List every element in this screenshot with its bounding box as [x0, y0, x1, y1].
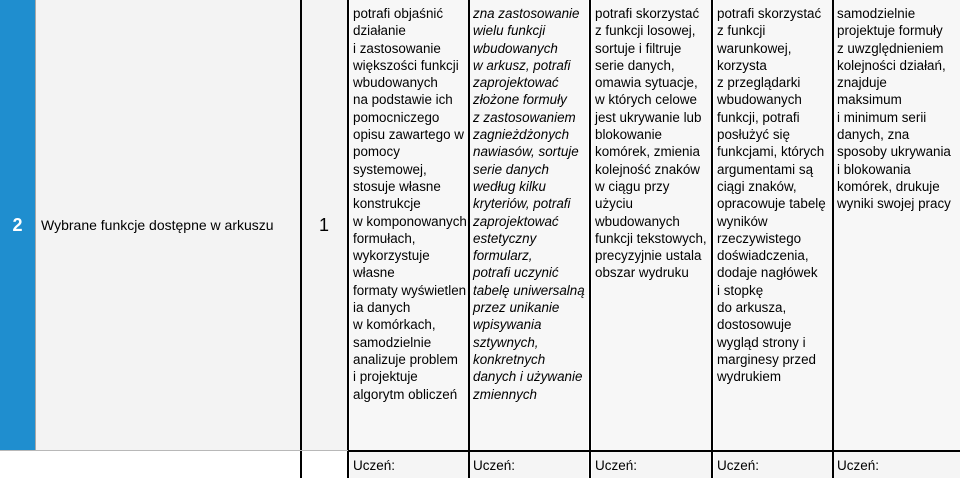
requirement-text-line: marginesy przed: [717, 351, 816, 367]
requirement-text-line: działanie: [353, 23, 406, 39]
requirement-text-line: opisu zawartego w: [353, 127, 464, 143]
grid-line: [468, 0, 470, 478]
requirement-text-line: potrafi objaśnić: [353, 6, 444, 21]
requirement-text-line: danych i używanie: [473, 369, 583, 385]
requirement-text-line: wyników: [717, 213, 768, 229]
footer-divider-left: [0, 450, 348, 451]
requirements-column-1: [350, 0, 468, 450]
requirement-text-line: samodzielnie: [837, 6, 916, 21]
requirement-text-line: sztywnych,: [473, 334, 539, 350]
requirement-text-line: precyzyjnie ustala: [595, 248, 702, 264]
requirement-text-line: z przeglądarki: [717, 75, 801, 91]
requirement-text-line: w których celowe: [595, 92, 697, 108]
grid-line: [832, 0, 834, 478]
requirement-text-line: omawia sytuacje,: [595, 75, 698, 91]
requirements-column-2: [470, 0, 588, 450]
requirement-text-line: warunkowej,: [717, 40, 792, 56]
requirement-text-line: komórek, drukuje: [837, 178, 940, 194]
requirement-text-line: w komórkach,: [353, 317, 436, 333]
requirement-text-line: złożone formuły: [473, 92, 567, 108]
grid-line: [35, 0, 36, 450]
requirement-text-line: zaprojektować: [473, 75, 559, 91]
requirement-text-line: i stopkę: [717, 282, 764, 298]
requirement-text-line: pomocniczego: [353, 109, 440, 125]
grid-line: [711, 0, 713, 478]
requirement-text-line: i zastosowanie: [353, 40, 441, 56]
requirement-text-line: wbudowanych: [353, 75, 438, 91]
requirement-text-line: konstrukcje: [353, 196, 421, 212]
requirement-text-line: z zastosowaniem: [473, 109, 576, 125]
requirement-text-line: w ciągu przy: [595, 178, 670, 194]
grid-line: [300, 0, 302, 478]
requirement-text-line: samodzielnie: [353, 334, 432, 350]
requirement-text-line: formularz,: [473, 248, 533, 264]
requirement-text-line: wygląd strony i: [717, 334, 806, 350]
requirement-text-line: według kilku: [473, 178, 546, 194]
requirement-text-line: wbudowanych: [595, 213, 680, 229]
requirement-text-line: ciągi znaków,: [717, 178, 797, 194]
requirement-text-line: własne: [353, 265, 395, 281]
requirement-text-line: dodaje nagłówek: [717, 265, 818, 281]
requirement-text-line: pomocy: [353, 144, 400, 160]
student-label-5: Uczeń:: [834, 452, 960, 478]
requirement-text-line: kolejności działań,: [837, 57, 946, 73]
requirement-text-line: projektuje formuły: [837, 23, 943, 39]
requirement-text-line: doświadczenia,: [717, 248, 809, 264]
requirement-text-line: rzeczywistego: [717, 230, 802, 246]
requirements-column-5: [834, 0, 960, 450]
requirement-text-line: sortuje i filtruje: [595, 40, 682, 56]
requirement-text-line: formułach,: [353, 230, 416, 246]
requirement-text-line: funkcji tekstowych,: [595, 230, 707, 246]
requirements-column-4: [714, 0, 832, 450]
student-label-2: Uczeń:: [470, 452, 588, 478]
requirement-text-line: zaprojektować: [473, 213, 559, 229]
requirement-text-line: serie danych,: [595, 57, 675, 73]
grid-line: [347, 0, 349, 478]
requirement-text-line: dostosowuje: [717, 317, 792, 333]
student-label-4: Uczeń:: [714, 452, 832, 478]
requirement-text-line: na podstawie ich: [353, 92, 453, 108]
requirement-text-line: komórek, zmienia: [595, 144, 700, 160]
requirement-text-line: estetyczny: [473, 230, 537, 246]
requirement-text-line: stosuje własne: [353, 178, 441, 194]
requirement-text-line: posłużyć się: [717, 127, 790, 143]
requirement-text-line: kryteriów, potrafi: [473, 196, 571, 212]
requirement-text-line: wykorzystuje: [353, 248, 430, 264]
requirement-text-line: potrafi skorzystać: [595, 6, 700, 21]
row-title: [35, 0, 300, 450]
requirement-text-line: wyniki swojej pracy: [837, 196, 951, 212]
requirement-text-line: obszar wydruku: [595, 265, 689, 281]
requirement-text-line: serie danych: [473, 161, 549, 177]
requirement-text-line: jest ukrywanie lub: [595, 109, 702, 125]
level-number: 1: [300, 0, 348, 450]
requirement-text-line: zagnieżdżonych: [473, 127, 570, 143]
requirement-text-line: opracowuje tabelę: [717, 196, 826, 212]
row-number: 2: [0, 0, 35, 450]
requirement-text-line: danych, zna: [837, 127, 910, 143]
student-label-1: Uczeń:: [350, 452, 468, 478]
requirement-text-line: konkretnych: [473, 351, 546, 367]
requirement-text-line: z funkcji losowej,: [595, 23, 696, 39]
requirement-text-line: przez unikanie: [473, 300, 560, 316]
requirement-text-line: z uwzględnieniem: [837, 40, 944, 56]
requirement-text-line: potrafi uczynić: [473, 265, 559, 281]
row-title-text: Wybrane funkcje dostępne w arkuszu: [41, 217, 274, 233]
requirement-text-line: do arkusza,: [717, 300, 787, 316]
requirement-text-line: i minimum serii: [837, 109, 927, 125]
requirement-text-line: systemowej,: [353, 161, 427, 177]
requirement-text-line: funkcji, potrafi: [717, 109, 800, 125]
grid-line: [589, 0, 591, 478]
requirement-text-line: zmiennych: [473, 386, 538, 402]
requirement-text-line: zna zastosowanie: [473, 6, 580, 21]
requirement-text-line: użyciu: [595, 196, 633, 212]
requirement-text-line: argumentami są: [717, 161, 814, 177]
requirement-text-line: wbudowanych: [717, 92, 802, 108]
footer-divider: [348, 450, 960, 452]
requirement-text-line: z funkcji: [717, 23, 766, 39]
requirement-text-line: tabelę uniwersalną: [473, 282, 585, 298]
requirement-text-line: wielu funkcji: [473, 23, 546, 39]
requirement-text-line: wydrukiem: [717, 369, 781, 385]
requirement-text-line: większości funkcji: [353, 57, 459, 73]
requirement-text-line: w arkusz, potrafi: [473, 57, 571, 73]
requirement-text-line: ia danych: [353, 300, 411, 316]
requirement-text-line: i projektuje: [353, 369, 418, 385]
requirement-text-line: blokowanie: [595, 127, 662, 143]
requirement-text-line: formaty wyświetlen: [353, 282, 467, 298]
requirement-text-line: znajduje: [837, 75, 887, 91]
requirement-text-line: wbudowanych: [473, 40, 558, 56]
requirement-text-line: i blokowania: [837, 161, 911, 177]
requirement-text-line: maksimum: [837, 92, 902, 108]
requirement-text-line: funkcjami, których: [717, 144, 825, 160]
requirement-text-line: potrafi skorzystać: [717, 6, 822, 21]
requirement-text-line: w komponowanych: [353, 213, 467, 229]
student-label-3: Uczeń:: [592, 452, 712, 478]
requirement-text-line: korzysta: [717, 57, 767, 73]
requirement-text-line: algorytm obliczeń: [353, 386, 458, 402]
requirements-column-3: [592, 0, 712, 450]
requirement-text-line: wpisywania: [473, 317, 542, 333]
requirement-text-line: kolejność znaków: [595, 161, 700, 177]
requirement-text-line: analizuje problem: [353, 351, 458, 367]
requirement-text-line: nawiasów, sortuje: [473, 144, 579, 160]
requirement-text-line: sposoby ukrywania: [837, 144, 951, 160]
